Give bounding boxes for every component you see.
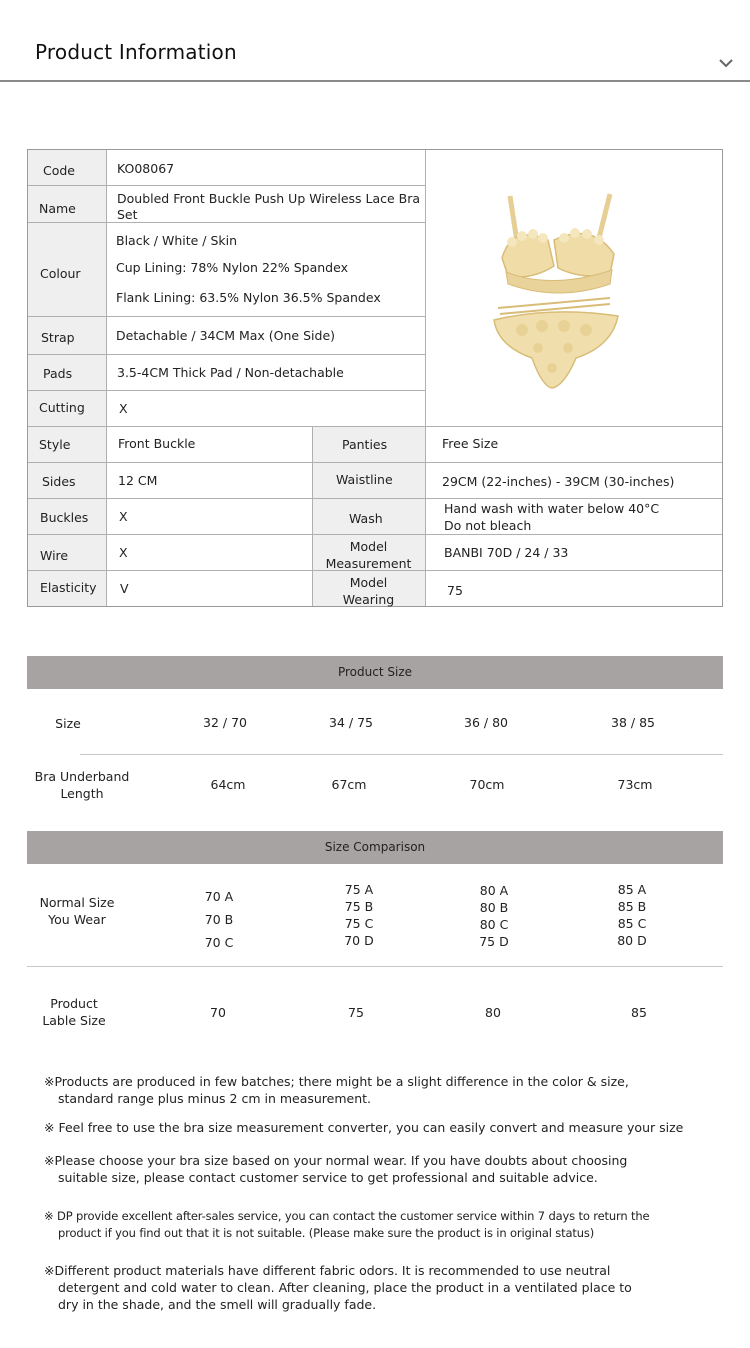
size-cell: 34 / 75 <box>329 715 373 730</box>
normal-size-cell: 75 C <box>344 916 374 931</box>
normal-size-col-3 <box>464 882 524 950</box>
label-size-cell: 85 <box>631 1005 647 1020</box>
model-wearing-label-line2: Wearing <box>342 592 395 607</box>
product-image <box>472 180 632 400</box>
size-cell: 32 / 70 <box>203 715 247 730</box>
size-comparison-header <box>27 831 723 864</box>
normal-size-cell: 75 A <box>344 882 374 897</box>
size-cell: 36 / 80 <box>464 715 508 730</box>
pads-value: 3.5-4CM Thick Pad / Non-detachable <box>117 365 344 380</box>
normal-size-cell: 75 D <box>479 934 509 949</box>
sides-label: Sides <box>42 474 76 489</box>
label-size-label-line1: Product <box>50 996 98 1011</box>
model-measurement-label-line2: Measurement <box>325 556 412 571</box>
note-batches-line2: standard range plus minus 2 cm in measurement. <box>58 1091 372 1106</box>
colour-value-line3: Flank Lining: 63.5% Nylon 36.5% Spandex <box>116 290 381 305</box>
underband-cell: 67cm <box>331 777 367 792</box>
size-comparison-title: Size Comparison <box>324 840 426 854</box>
elasticity-label: Elasticity <box>40 580 97 595</box>
note-fabric-odor-line3: dry in the shade, and the smell will gradually fade. <box>58 1297 377 1312</box>
colour-value-line2: Cup Lining: 78% Nylon 22% Spandex <box>116 260 348 275</box>
colour-label: Colour <box>40 266 81 281</box>
row-divider <box>80 754 723 755</box>
size-row-label: Size <box>55 716 81 731</box>
note-choose-size-line1: ※Please choose your bra size based on your normal wear. If you have doubts about choosing <box>44 1153 628 1168</box>
sides-value: 12 CM <box>118 473 158 488</box>
model-measurement-label-line1: Model <box>349 539 388 554</box>
chevron-down-icon[interactable] <box>718 57 734 69</box>
style-value: Front Buckle <box>118 436 196 451</box>
underband-label-line1: Bra Underband <box>34 769 130 784</box>
name-value-line1: Doubled Front Buckle Push Up Wireless Lace Bra <box>117 191 421 206</box>
model-wearing-value: 75 <box>447 583 463 598</box>
normal-size-cell: 70 D <box>344 933 374 948</box>
panties-value: Free Size <box>442 436 499 451</box>
panties-label: Panties <box>342 437 388 452</box>
cutting-label: Cutting <box>39 400 85 415</box>
note-batches-line1: ※Products are produced in few batches; there might be a slight difference in the color & size, <box>44 1074 629 1089</box>
underband-row-label <box>27 768 137 802</box>
name-label: Name <box>39 201 76 216</box>
underband-cell: 64cm <box>210 777 246 792</box>
model-wearing-label-line1: Model <box>349 575 388 590</box>
note-fabric-odor <box>44 1262 632 1313</box>
normal-size-cell: 70 A <box>204 889 234 904</box>
code-value: KO08067 <box>117 161 175 176</box>
style-label: Style <box>39 437 71 452</box>
normal-size-cell: 80 A <box>479 883 509 898</box>
normal-size-label-line1: Normal Size <box>39 895 115 910</box>
product-size-header <box>27 656 723 689</box>
wire-label: Wire <box>40 548 69 563</box>
wash-value-line2: Do not bleach <box>444 518 532 533</box>
section-header[interactable] <box>0 0 750 82</box>
normal-size-cell: 85 C <box>617 916 647 931</box>
normal-size-col-2 <box>329 881 389 949</box>
normal-size-cell: 85 A <box>617 882 647 897</box>
normal-size-cell: 70 B <box>204 912 234 927</box>
wire-value: X <box>119 545 128 560</box>
model-measurement-value: BANBI 70D / 24 / 33 <box>444 545 569 560</box>
normal-size-row-label <box>27 894 127 928</box>
buckles-value: X <box>119 509 128 524</box>
pads-label: Pads <box>43 366 73 381</box>
normal-size-cell: 80 C <box>479 917 509 932</box>
waistline-label: Waistline <box>336 472 393 487</box>
note-after-sales-line2: product if you find out that it is not suitable. (Please make sure the product is in original status) <box>58 1226 595 1240</box>
cutting-value: X <box>119 401 128 416</box>
wash-label: Wash <box>349 511 383 526</box>
code-label: Code <box>43 163 76 178</box>
note-fabric-odor-line1: ※Different product materials have different fabric odors. It is recommended to use neutral <box>44 1263 611 1278</box>
strap-value: Detachable / 34CM Max (One Side) <box>116 328 336 343</box>
model-measurement-label <box>312 538 425 572</box>
name-value-line2: Set <box>117 207 138 222</box>
underband-cell: 73cm <box>617 777 653 792</box>
page-title: Product Information <box>35 40 237 64</box>
wash-value-line1: Hand wash with water below 40°C <box>444 501 660 516</box>
colour-value-line1: Black / White / Skin <box>116 233 238 248</box>
elasticity-value: V <box>120 581 129 596</box>
buckles-label: Buckles <box>40 510 89 525</box>
normal-size-col-1 <box>189 885 249 954</box>
row-divider <box>27 966 723 967</box>
label-size-cell: 75 <box>348 1005 364 1020</box>
normal-size-label-line2: You Wear <box>48 912 106 927</box>
label-size-cell: 70 <box>210 1005 226 1020</box>
normal-size-cell: 80 B <box>479 900 509 915</box>
normal-size-cell: 75 B <box>344 899 374 914</box>
normal-size-col-4 <box>602 881 662 949</box>
label-size-cell: 80 <box>485 1005 501 1020</box>
normal-size-cell: 80 D <box>617 933 647 948</box>
model-wearing-label <box>312 574 425 608</box>
strap-label: Strap <box>41 330 75 345</box>
waistline-value: 29CM (22-inches) - 39CM (30-inches) <box>442 474 675 489</box>
normal-size-cell: 85 B <box>617 899 647 914</box>
underband-label-line2: Length <box>60 786 104 801</box>
note-batches <box>44 1073 629 1107</box>
header-divider <box>0 80 750 82</box>
underband-cell: 70cm <box>469 777 505 792</box>
note-choose-size <box>44 1152 627 1186</box>
note-converter: ※ Feel free to use the bra size measurement converter, you can easily convert and measure your size <box>44 1120 684 1135</box>
size-cell: 38 / 85 <box>611 715 655 730</box>
note-after-sales <box>44 1208 649 1242</box>
note-after-sales-line1: ※ DP provide excellent after-sales service, you can contact the customer service within 7 days to return the <box>44 1209 650 1223</box>
product-size-title: Product Size <box>337 665 412 679</box>
label-size-label-line2: Lable Size <box>42 1013 106 1028</box>
note-choose-size-line2: suitable size, please contact customer service to get professional and suitable advice. <box>58 1170 598 1185</box>
label-size-row-label <box>24 995 124 1029</box>
note-fabric-odor-line2: detergent and cold water to clean. After cleaning, place the product in a ventilated place to <box>58 1280 632 1295</box>
normal-size-cell: 70 C <box>204 935 234 950</box>
